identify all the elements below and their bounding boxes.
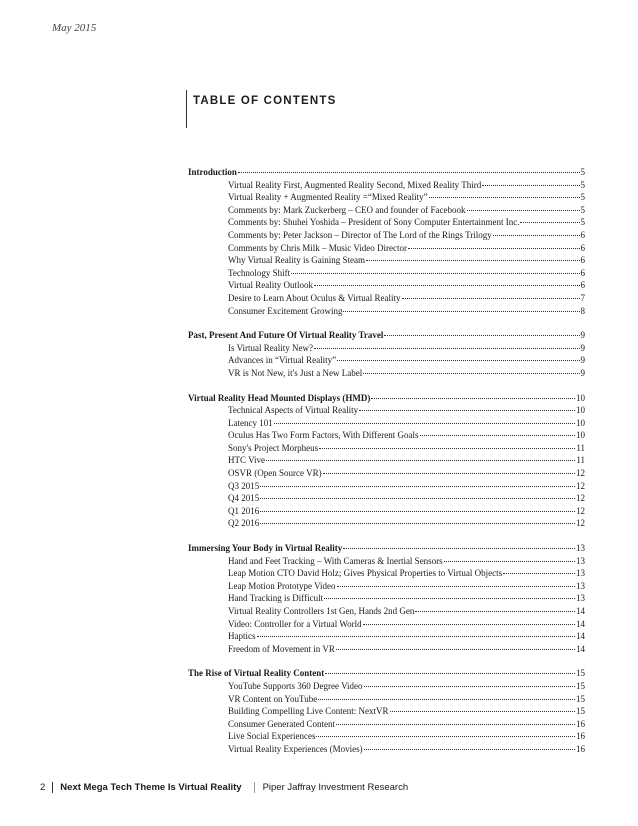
toc-entry-title: Virtual Reality + Augmented Reality =“Mixed Reality”: [228, 192, 428, 203]
dot-leader: [364, 749, 575, 750]
toc-entry[interactable]: [188, 429, 585, 442]
toc-entry-title: Virtual Reality Experiences (Movies): [228, 743, 363, 754]
dot-leader: [364, 686, 575, 687]
toc-section-heading[interactable]: [188, 542, 585, 555]
toc-entry-title: Q3 2015: [228, 480, 260, 491]
toc-section-heading[interactable]: [188, 392, 585, 405]
toc-entry[interactable]: [188, 342, 585, 355]
toc-entry[interactable]: [188, 592, 585, 605]
toc-entry-title: Sony's Project Morpheus: [228, 442, 319, 453]
toc-entry-page-number: 6: [580, 242, 585, 253]
toc-entry[interactable]: [188, 618, 585, 631]
toc-entry[interactable]: [188, 292, 585, 305]
toc-section-heading[interactable]: [188, 667, 585, 680]
toc-entry[interactable]: [188, 191, 585, 204]
toc-entry[interactable]: [188, 743, 585, 756]
toc-entry-title: Consumer Generated Content: [228, 718, 335, 729]
toc-section-heading-title: Introduction: [188, 167, 237, 177]
toc-entry-page-number: 16: [576, 731, 585, 742]
toc-entry-title: Leap Motion CTO David Holz; Gives Physical Properties to Virtual Objects: [228, 568, 503, 579]
toc-entry-title: Consumer Excitement Growing: [228, 305, 343, 316]
toc-entry-page-number: 15: [576, 706, 585, 717]
toc-entry[interactable]: [188, 680, 585, 693]
toc-entry-title: Technical Aspects of Virtual Reality: [228, 405, 359, 416]
toc-entry[interactable]: [188, 179, 585, 192]
toc-entry-title: Comments by Chris Milk – Music Video Director: [228, 242, 408, 253]
toc-section-heading-title: Immersing Your Body in Virtual Reality: [188, 543, 343, 554]
dot-leader: [318, 699, 575, 700]
toc-section: [188, 542, 585, 655]
toc-entry-page-number: 13: [576, 568, 585, 579]
toc-entry-page-number: 6: [580, 255, 585, 266]
toc-entry-page-number: 12: [576, 518, 585, 529]
toc-entry-page-number: 7: [580, 292, 585, 303]
dot-leader: [314, 285, 580, 286]
dot-leader: [266, 460, 575, 461]
toc-entry[interactable]: [188, 605, 585, 618]
toc-entry[interactable]: [188, 643, 585, 656]
toc-entry-title: VR is Not New, it's Just a New Label: [228, 367, 363, 378]
toc-entry[interactable]: [188, 254, 585, 267]
dot-leader: [503, 573, 575, 574]
dot-leader: [429, 197, 580, 198]
dot-leader: [260, 523, 575, 524]
dot-leader: [274, 423, 575, 424]
dot-leader: [337, 360, 579, 361]
toc-entry-page-number: 14: [576, 618, 585, 629]
toc-entry[interactable]: [188, 305, 585, 318]
toc-entry-title: Haptics: [228, 631, 256, 642]
toc-entry-title: Technology Shift: [228, 267, 291, 278]
toc-entry-page-number: 9: [580, 355, 585, 366]
toc-entry[interactable]: [188, 417, 585, 430]
dot-leader: [415, 611, 575, 612]
toc-entry-title: Comments by: Shuhei Yoshida – President of Sony Computer Entertainment Inc.: [228, 217, 520, 228]
toc-entry-title: Comments by: Peter Jackson – Director of The Lord of the Rings Trilogy: [228, 229, 492, 240]
dot-leader: [238, 172, 580, 173]
toc-section-heading-title: Virtual Reality Head Mounted Displays (HMD): [188, 392, 371, 403]
toc-entry[interactable]: [188, 705, 585, 718]
toc-entry-title: YouTube Supports 360 Degree Video: [228, 680, 363, 691]
toc-title: TABLE OF CONTENTS: [193, 95, 337, 107]
dot-leader: [520, 222, 579, 223]
toc-entry-page-number: 8: [580, 305, 585, 316]
toc-entry-title: Latency 101: [228, 417, 273, 428]
toc-entry-page-number: 14: [576, 606, 585, 616]
dot-leader: [363, 624, 575, 625]
toc-entry-title: Virtual Reality Controllers 1st Gen, Hands 2nd Gen: [228, 606, 415, 616]
dot-leader: [467, 210, 580, 211]
toc-entry[interactable]: [188, 267, 585, 280]
toc-entry[interactable]: [188, 454, 585, 467]
toc-entry-title: Advances in “Virtual Reality”: [228, 355, 337, 366]
toc-entry[interactable]: [188, 718, 585, 731]
toc-entry[interactable]: [188, 367, 585, 380]
footer-publisher: Piper Jaffray Investment Research: [262, 782, 409, 793]
dot-leader: [343, 311, 579, 312]
toc-entry-title: Comments by: Mark Zuckerberg – CEO and founder of Facebook: [228, 204, 466, 215]
toc-entry-page-number: 14: [576, 631, 585, 642]
footer-report-title: Next Mega Tech Theme Is Virtual Reality: [60, 782, 242, 793]
dot-leader: [390, 711, 576, 712]
toc-entry-page-number: 12: [576, 480, 585, 491]
dot-leader: [324, 598, 575, 599]
toc-entry-title: VR Content on YouTube: [228, 693, 318, 704]
toc-entry-title: Leap Motion Prototype Video: [228, 580, 336, 591]
toc-entry-page-number: 16: [576, 743, 585, 754]
toc-section-heading[interactable]: [188, 329, 585, 342]
toc-section: [188, 329, 585, 379]
toc-entry-page-number: 5: [580, 217, 585, 228]
dot-leader: [408, 248, 579, 249]
dot-leader: [323, 473, 575, 474]
toc-entry-title: Why Virtual Reality is Gaining Steam: [228, 255, 366, 266]
toc-entry[interactable]: [188, 442, 585, 455]
toc-section-heading[interactable]: [188, 166, 585, 179]
toc-entry-page-number: 6: [580, 280, 585, 291]
toc-entry[interactable]: [188, 730, 585, 743]
dot-leader: [260, 486, 575, 487]
toc-section-heading-page-number: 10: [576, 392, 585, 403]
toc-entry-page-number: 10: [576, 430, 585, 441]
toc-entry-page-number: 10: [576, 417, 585, 428]
toc-entry-page-number: 15: [576, 680, 585, 691]
toc-entry-title: Virtual Reality First, Augmented Reality Second, Mixed Reality Third: [228, 179, 482, 190]
toc-entry-title: Q2 2016: [228, 518, 260, 529]
toc-entry-page-number: 5: [580, 204, 585, 215]
dot-leader: [325, 673, 575, 674]
toc-entry[interactable]: [188, 567, 585, 580]
toc-entry-title: Q4 2015: [228, 493, 260, 504]
dot-leader: [260, 511, 575, 512]
toc-entry-title: Is Virtual Reality New?: [228, 342, 314, 353]
toc-section-heading-page-number: 9: [580, 330, 585, 341]
toc-entry[interactable]: [188, 480, 585, 493]
dot-leader: [366, 260, 579, 261]
dot-leader: [420, 435, 576, 436]
toc-header: [186, 90, 337, 128]
dot-leader: [444, 561, 575, 562]
toc-entry-page-number: 13: [576, 593, 585, 604]
dot-leader: [359, 410, 575, 411]
toc-entry[interactable]: [188, 580, 585, 593]
dot-leader: [363, 373, 579, 374]
dot-leader: [319, 448, 575, 449]
toc-entry[interactable]: [188, 467, 585, 480]
toc-entry-page-number: 13: [576, 555, 585, 566]
toc-entry-page-number: 9: [580, 367, 585, 378]
toc-section: [188, 667, 585, 755]
toc-entry-title: Q1 2016: [228, 505, 260, 516]
dot-leader: [291, 273, 579, 274]
toc-section-heading-title: Past, Present And Future Of Virtual Reality Travel: [188, 330, 384, 341]
toc-entry[interactable]: [188, 216, 585, 229]
toc-entry[interactable]: [188, 693, 585, 706]
toc-entry-page-number: 14: [576, 643, 585, 654]
toc-entry-title: Building Compelling Live Content: NextVR: [228, 706, 389, 717]
toc-entry[interactable]: [188, 354, 585, 367]
dot-leader: [402, 298, 580, 299]
toc-entry-page-number: 5: [580, 192, 585, 203]
toc-entry[interactable]: [188, 505, 585, 518]
toc-entry-page-number: 5: [580, 179, 585, 190]
toc-entry-page-number: 9: [580, 342, 585, 353]
toc-entry-page-number: 11: [576, 455, 585, 466]
toc-entry-page-number: 13: [576, 580, 585, 591]
dot-leader: [314, 348, 579, 349]
toc-entry-title: Desire to Learn About Oculus & Virtual Reality: [228, 292, 401, 303]
toc-section: [188, 166, 585, 317]
toc-entry-title: OSVR (Open Source VR): [228, 468, 322, 479]
toc-entry[interactable]: [188, 229, 585, 242]
toc-entry[interactable]: [188, 555, 585, 568]
dot-leader: [337, 586, 575, 587]
toc-entry[interactable]: [188, 242, 585, 255]
dot-leader: [343, 548, 575, 549]
toc-entry-page-number: 16: [576, 718, 585, 729]
toc-entry-page-number: 12: [576, 505, 585, 516]
toc-entry-page-number: 6: [580, 229, 585, 240]
toc-entry-title: Oculus Has Two Form Factors, With Different Goals: [228, 430, 419, 441]
toc-section-heading-page-number: 13: [576, 543, 585, 554]
footer-page-number: 2: [40, 782, 46, 793]
dot-leader: [336, 649, 575, 650]
toc-entry[interactable]: [188, 204, 585, 217]
toc-entry[interactable]: [188, 630, 585, 643]
toc-entry-title: Freedom of Movement in VR: [228, 643, 335, 654]
toc-entry[interactable]: [188, 279, 585, 292]
dot-leader: [260, 498, 575, 499]
toc-entry-page-number: 12: [576, 493, 585, 504]
dot-leader: [257, 636, 576, 637]
toc-entry-page-number: 10: [576, 405, 585, 416]
toc-entry-title: Hand and Feet Tracking – With Cameras & Inertial Sensors: [228, 555, 443, 566]
toc-entry-page-number: 12: [576, 468, 585, 479]
toc-entry-title: Hand Tracking is Difficult: [228, 593, 324, 604]
toc-section-heading-page-number: 5: [580, 167, 585, 177]
toc-entry-title: HTC Vive: [228, 455, 266, 466]
toc-section-heading-page-number: 15: [576, 668, 585, 679]
toc-entry-page-number: 11: [576, 442, 585, 453]
toc-section: [188, 392, 585, 531]
dot-leader: [336, 724, 575, 725]
dot-leader: [316, 736, 575, 737]
dot-leader: [371, 398, 575, 399]
footer-divider: [254, 782, 255, 793]
toc-section-heading-title: The Rise of Virtual Reality Content: [188, 668, 325, 679]
page-date: May 2015: [52, 22, 97, 34]
toc-entry-title: Video: Controller for a Virtual World: [228, 618, 362, 629]
toc-entry[interactable]: [188, 404, 585, 417]
footer-divider: [52, 782, 53, 793]
page-footer: [40, 782, 408, 793]
dot-leader: [482, 185, 579, 186]
table-of-contents: [188, 166, 585, 768]
dot-leader: [384, 335, 579, 336]
dot-leader: [493, 235, 580, 236]
toc-entry-title: Virtual Reality Outlook: [228, 280, 313, 291]
toc-entry-page-number: 15: [576, 693, 585, 704]
toc-entry-page-number: 6: [580, 267, 585, 278]
toc-entry[interactable]: [188, 492, 585, 505]
toc-entry[interactable]: [188, 517, 585, 530]
toc-entry-title: Live Social Experiences: [228, 731, 316, 742]
